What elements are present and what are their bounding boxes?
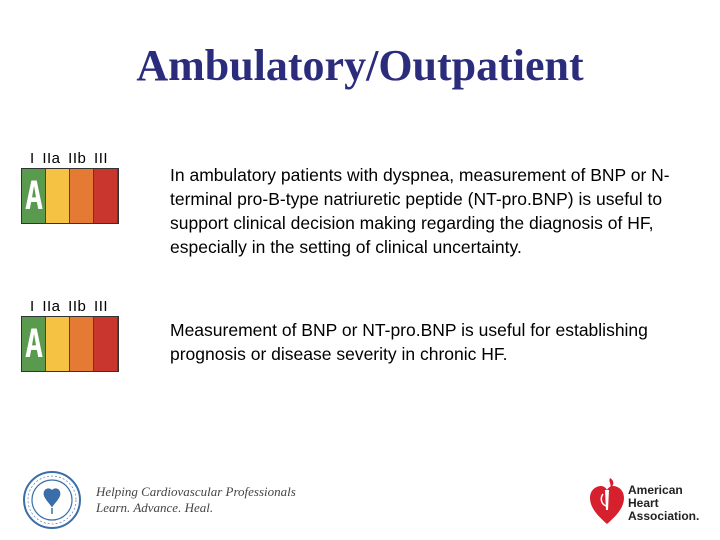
- class-header: I IIa IIb III: [30, 298, 109, 315]
- aha-heart-torch-logo: [588, 476, 626, 528]
- aha-line-1: American: [628, 483, 683, 497]
- class-header: I IIa IIb III: [30, 150, 109, 167]
- class-bar: [21, 316, 119, 372]
- aha-wordmark: [628, 484, 699, 523]
- level-of-evidence: A: [24, 173, 44, 219]
- recommendation-text: In ambulatory patients with dyspnea, measurement of BNP or N-terminal pro-B-type natriuretic peptide (NT-pro.BNP) is useful to support clinical decision making regarding the diagnosis of HF, especially in the setting of clinical uncertainty.: [170, 165, 670, 257]
- acc-tagline: [96, 484, 296, 516]
- slide-title: Ambulatory/Outpatient: [136, 41, 584, 90]
- aha-line-3: Association.: [628, 509, 700, 523]
- acc-tagline-line-2: Learn. Advance. Heal.: [96, 500, 214, 515]
- class-iib-cell: [70, 317, 94, 371]
- acc-tagline-line-1: Helping Cardiovascular Professionals: [96, 484, 296, 499]
- class-iia-cell: [46, 317, 70, 371]
- recommendation-text: Measurement of BNP or NT-pro.BNP is useful for establishing prognosis or disease severity in chronic HF.: [170, 320, 648, 364]
- class-iii-cell: [94, 169, 118, 223]
- class-iia-cell: [46, 169, 70, 223]
- class-iii-cell: [94, 317, 118, 371]
- class-iib-cell: [70, 169, 94, 223]
- level-of-evidence: A: [24, 321, 44, 367]
- aha-line-2: Heart: [628, 496, 659, 510]
- acc-seal-logo: [22, 470, 82, 530]
- class-bar: [21, 168, 119, 224]
